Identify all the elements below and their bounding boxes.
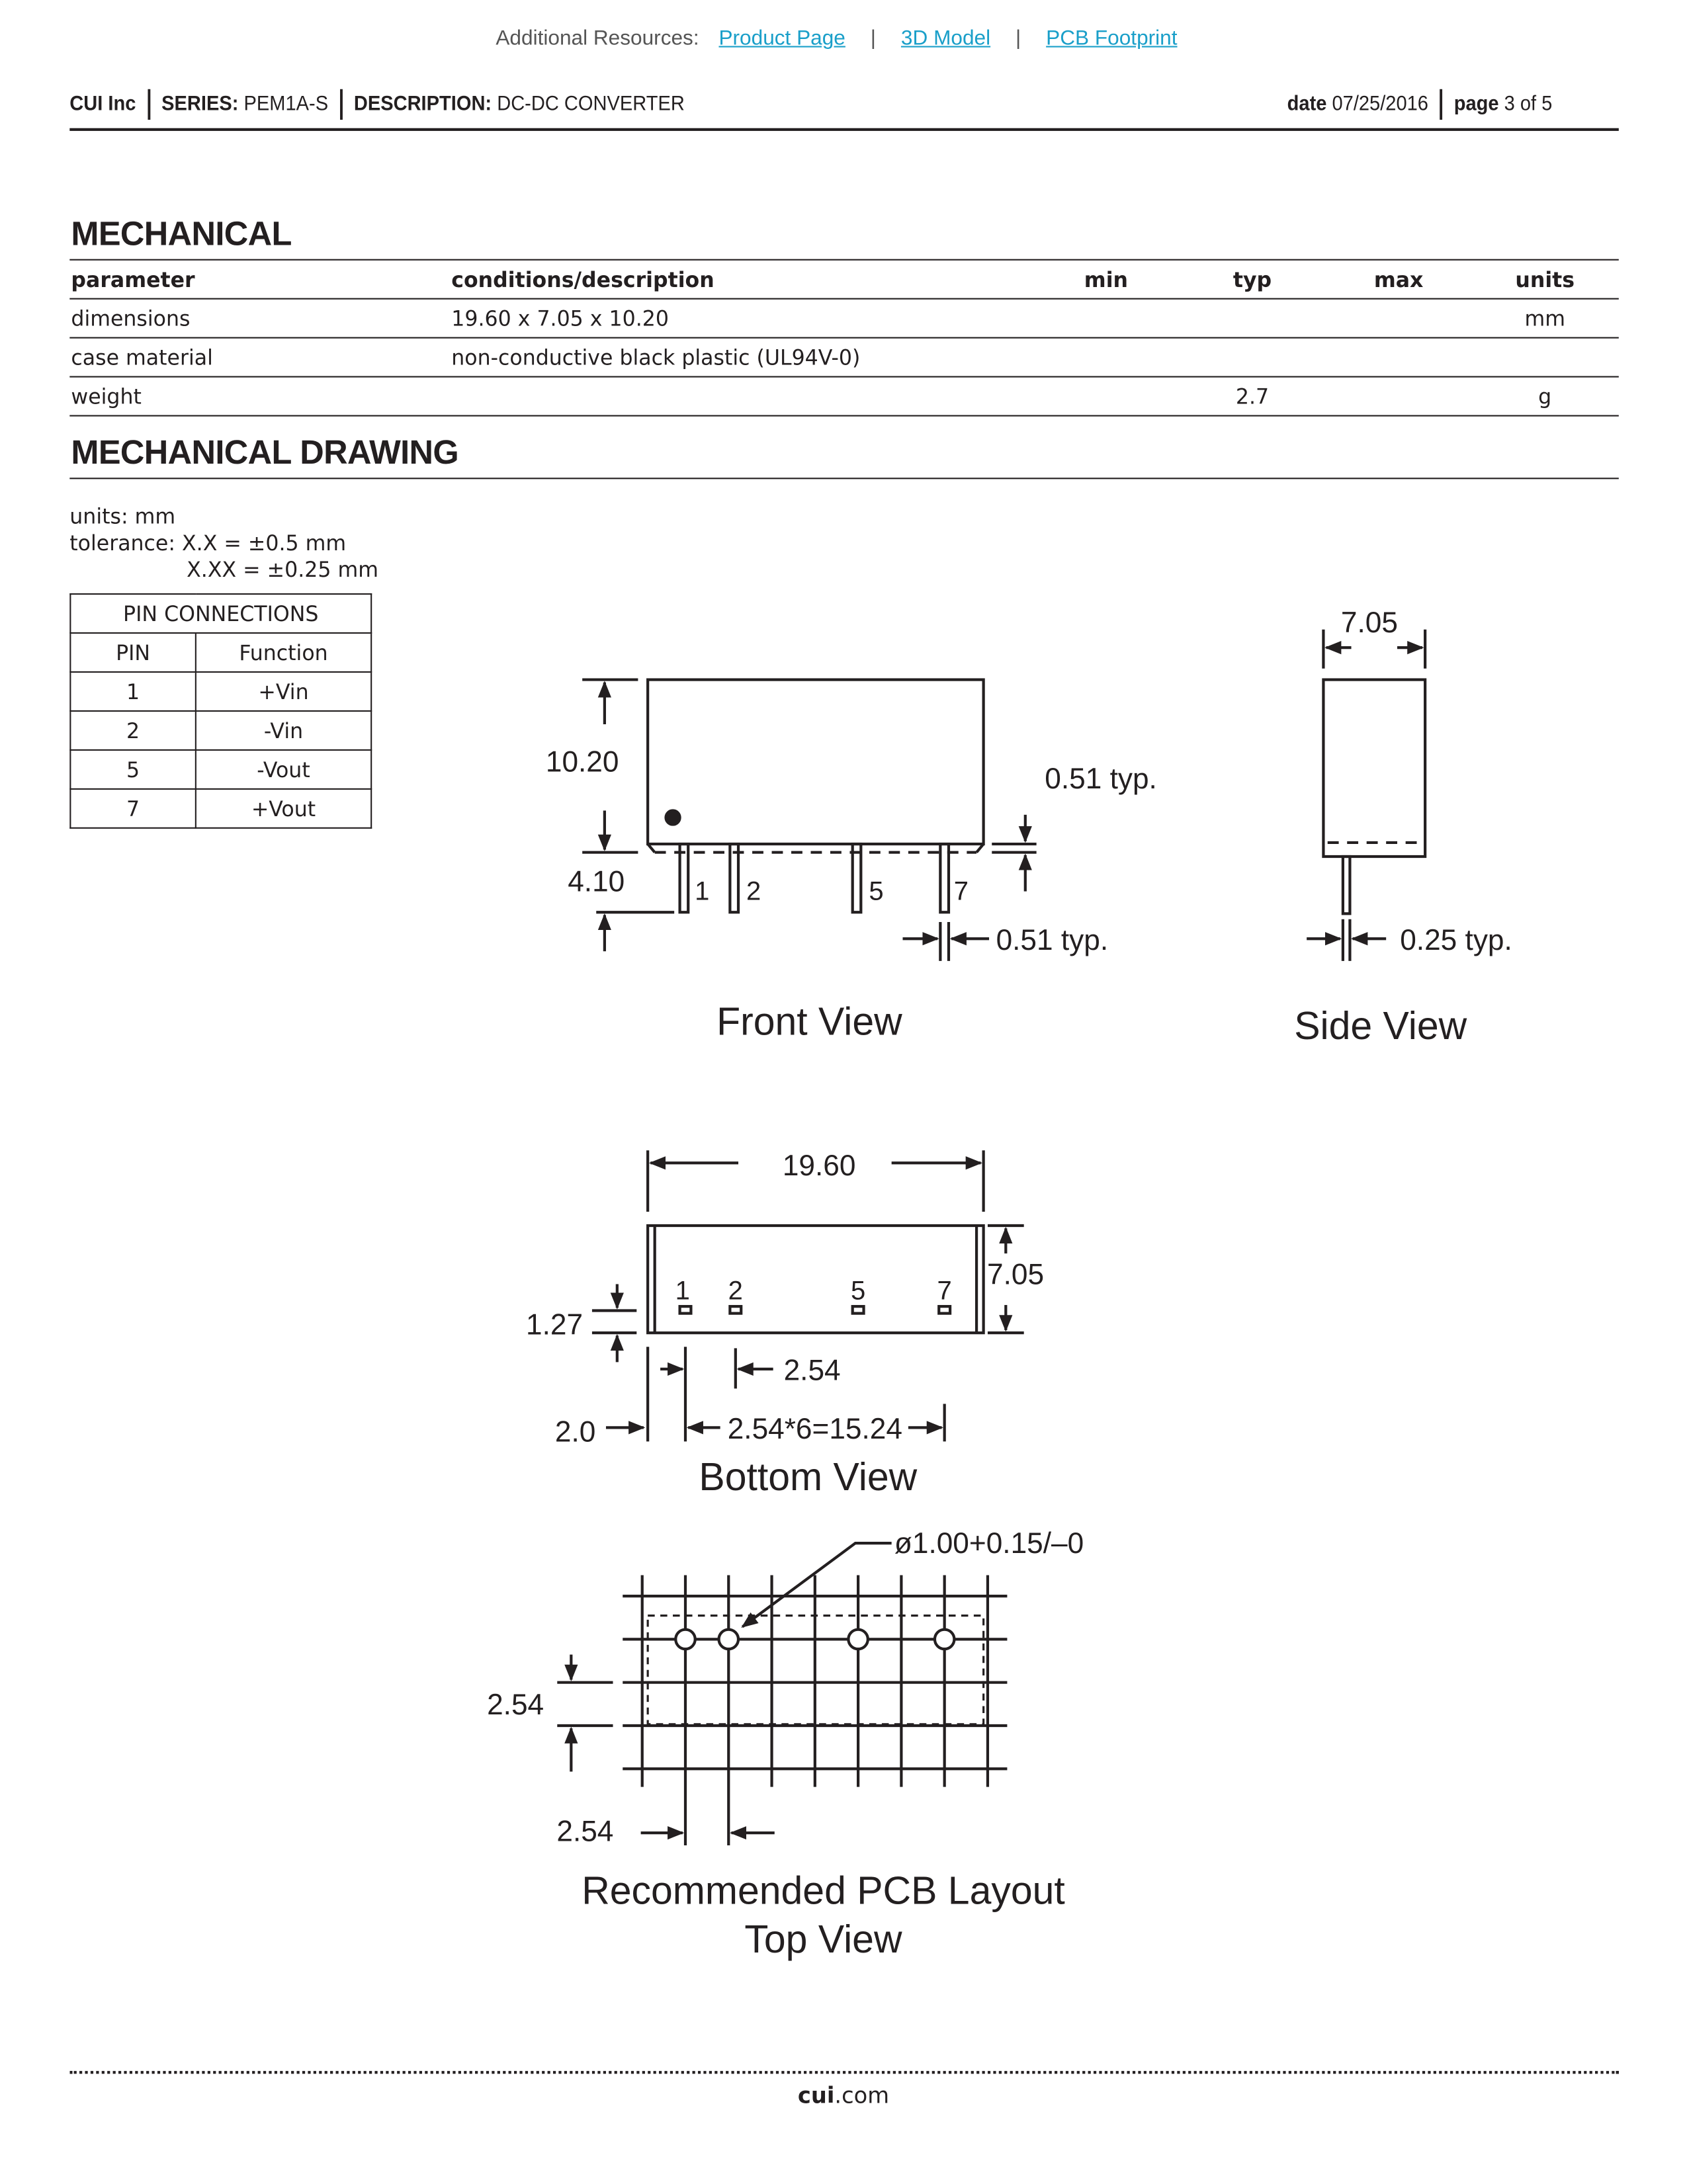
dim-side-width: 7.05 xyxy=(1340,606,1398,639)
cell-parameter: case material xyxy=(71,345,213,371)
pcb-layout-title: Recommended PCB Layout xyxy=(582,1869,1065,1913)
dim-width: 7.05 xyxy=(987,1258,1045,1291)
bottom-view-title: Bottom View xyxy=(699,1456,918,1499)
site-domain: .com xyxy=(834,2082,890,2109)
cell-parameter: dimensions xyxy=(71,306,191,332)
units-note: units: mm xyxy=(69,504,176,530)
resources-label: Additional Resources: xyxy=(496,26,699,50)
col-header: typ xyxy=(1233,267,1272,293)
cell-parameter: weight xyxy=(71,384,142,410)
pin-label: 5 xyxy=(869,876,884,906)
side-view xyxy=(1307,630,1425,961)
page-value: 3 of 5 xyxy=(1504,91,1553,116)
dim-pin-length: 4.10 xyxy=(568,865,625,898)
side-view-title: Side View xyxy=(1294,1004,1467,1048)
separator: | xyxy=(870,26,877,50)
product-page-link[interactable]: Product Page xyxy=(718,26,845,50)
pin-number: 7 xyxy=(70,789,196,828)
pin-function: +Vin xyxy=(196,672,371,711)
description-label: DESCRIPTION: xyxy=(353,91,492,116)
dim-span: 2.54*6=15.24 xyxy=(727,1413,902,1446)
pin-label: 2 xyxy=(728,1276,743,1306)
cell-units: mm xyxy=(1524,306,1566,332)
dim-edge: 2.0 xyxy=(554,1415,596,1449)
site-name: cui xyxy=(797,2082,835,2109)
col-header: min xyxy=(1084,267,1129,293)
dim-side-pin-width: 0.25 typ. xyxy=(1400,924,1512,957)
pin-number: 1 xyxy=(70,672,196,711)
pin-function: +Vout xyxy=(196,789,371,828)
dim-hole: ø1.00+0.15/–0 xyxy=(894,1527,1084,1560)
pin-label: 2 xyxy=(746,876,761,906)
section-title-mechanical: MECHANICAL xyxy=(71,216,292,254)
company-name: CUI Inc xyxy=(69,91,136,116)
series-value: PEM1A-S xyxy=(243,91,329,116)
pin-label: 1 xyxy=(695,876,710,906)
col-header: units xyxy=(1515,267,1575,293)
pin-label: 7 xyxy=(937,1276,952,1306)
dim-standoff: 0.51 typ. xyxy=(1045,762,1157,795)
col-header: conditions/description xyxy=(451,267,714,293)
dim-pin-width: 0.51 typ. xyxy=(996,924,1109,957)
front-view xyxy=(582,680,1036,961)
section-title-mechanical-drawing: MECHANICAL DRAWING xyxy=(71,434,459,472)
pin-number: 5 xyxy=(70,750,196,789)
cell-conditions: 19.60 x 7.05 x 10.20 xyxy=(451,306,669,332)
function-header: Function xyxy=(196,633,371,672)
dim-pcb-pitch-h: 2.54 xyxy=(556,1815,614,1848)
3d-model-link[interactable]: 3D Model xyxy=(900,26,991,50)
tolerance-note: tolerance: X.X = ±0.5 mm xyxy=(69,530,347,556)
footer-site xyxy=(0,2082,1687,2109)
description-value: DC-DC CONVERTER xyxy=(497,91,685,116)
pin-function: -Vout xyxy=(196,750,371,789)
pin-number: 2 xyxy=(70,711,196,750)
cell-units: g xyxy=(1538,384,1552,410)
col-header: parameter xyxy=(71,267,195,293)
pcb-footprint-link[interactable]: PCB Footprint xyxy=(1046,26,1178,50)
dim-row-offset: 1.27 xyxy=(526,1308,584,1341)
front-view-title: Front View xyxy=(716,1000,902,1044)
pcb-layout-subtitle: Top View xyxy=(744,1918,902,1962)
dim-length: 19.60 xyxy=(782,1150,856,1183)
pin-label: 7 xyxy=(953,876,969,906)
pin-header: PIN xyxy=(70,633,196,672)
pin-label: 5 xyxy=(850,1276,866,1306)
pin-function: -Vin xyxy=(196,711,371,750)
date-label: date xyxy=(1287,91,1327,116)
dim-height: 10.20 xyxy=(545,745,619,778)
dim-pitch: 2.54 xyxy=(783,1354,841,1387)
pcb-layout xyxy=(557,1543,1007,1845)
bottom-view xyxy=(592,1150,1024,1441)
cell-conditions: non-conductive black plastic (UL94V-0) xyxy=(451,345,861,371)
separator: | xyxy=(1016,26,1021,50)
dim-pcb-pitch-v: 2.54 xyxy=(487,1689,544,1722)
tolerance-note: X.XX = ±0.25 mm xyxy=(187,557,379,583)
cell-typ: 2.7 xyxy=(1235,384,1270,410)
footer-rule xyxy=(69,2071,1619,2074)
date-value: 07/25/2016 xyxy=(1332,91,1428,116)
series-label: SERIES: xyxy=(161,91,239,116)
pin-table-title: PIN CONNECTIONS xyxy=(70,594,371,633)
col-header: max xyxy=(1373,267,1424,293)
pin-label: 1 xyxy=(675,1276,690,1306)
page-label: page xyxy=(1453,91,1499,116)
